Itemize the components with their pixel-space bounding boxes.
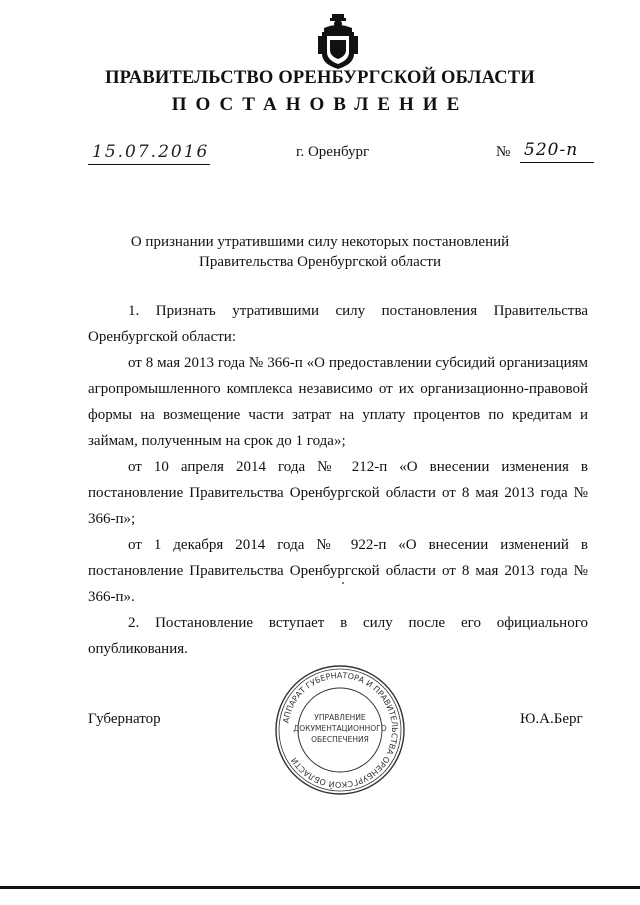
signatory-name: Ю.А.Берг xyxy=(520,711,583,727)
bottom-rule xyxy=(0,886,640,889)
document-subject xyxy=(120,232,520,272)
signatory-title: Губернатор xyxy=(88,711,161,727)
paragraph-5: 2. Постановление вступает в силу после его официального опубликования. xyxy=(88,615,588,657)
document-number: 520-п xyxy=(520,140,594,163)
stamp-ring-text: АППАРАТ ГУБЕРНАТОРА И ПРАВИТЕЛЬСТВА ОРЕНБУРГСКОЙ ОБЛАСТИ xyxy=(281,670,400,790)
document-body xyxy=(88,298,588,662)
stamp-inner-line-3: ОБЕСПЕЧЕНИЯ xyxy=(311,735,369,744)
subject-line-2: Правительства Оренбургской области xyxy=(199,254,441,270)
organization-title: ПРАВИТЕЛЬСТВО ОРЕНБУРГСКОЙ ОБЛАСТИ xyxy=(105,68,535,88)
stamp-inner-line-1: УПРАВЛЕНИЕ xyxy=(314,713,366,722)
stamp-inner-line-2: ДОКУМЕНТАЦИОННОГО xyxy=(293,724,387,733)
paragraph-2: от 8 мая 2013 года № 366-п «О предоставлении субсидий организациям агропромышленного комплекса независимо от их организационно-правовой формы на возмещение части затрат на уплату процентов по кредитам и займам, полученным на срок до 1 года»; xyxy=(88,355,588,449)
document-date: 15.07.2016 xyxy=(88,142,210,165)
paragraph-3: от 10 апреля 2014 года № 212-п «О внесении изменения в постановление Правительства Оренбургской области от 8 мая 2013 года № 366-п»; xyxy=(88,459,588,527)
document-city: г. Оренбург xyxy=(296,144,370,160)
subject-line-1: О признании утратившими силу некоторых постановлений xyxy=(130,234,510,250)
official-stamp xyxy=(272,662,408,798)
document-number-sign: № xyxy=(496,144,511,160)
paragraph-4: от 1 декабря 2014 года № 922-п «О внесении изменений в постановление Правительства Оренбургской области от 8 мая 2013 года № 366-п». xyxy=(88,537,588,605)
paragraph-1: 1. Признать утратившими силу постановления Правительства Оренбургской области: xyxy=(88,303,588,345)
document-type: ПОСТАНОВЛЕНИЕ xyxy=(171,94,469,115)
coat-of-arms-icon xyxy=(318,14,358,70)
speck xyxy=(342,582,344,584)
